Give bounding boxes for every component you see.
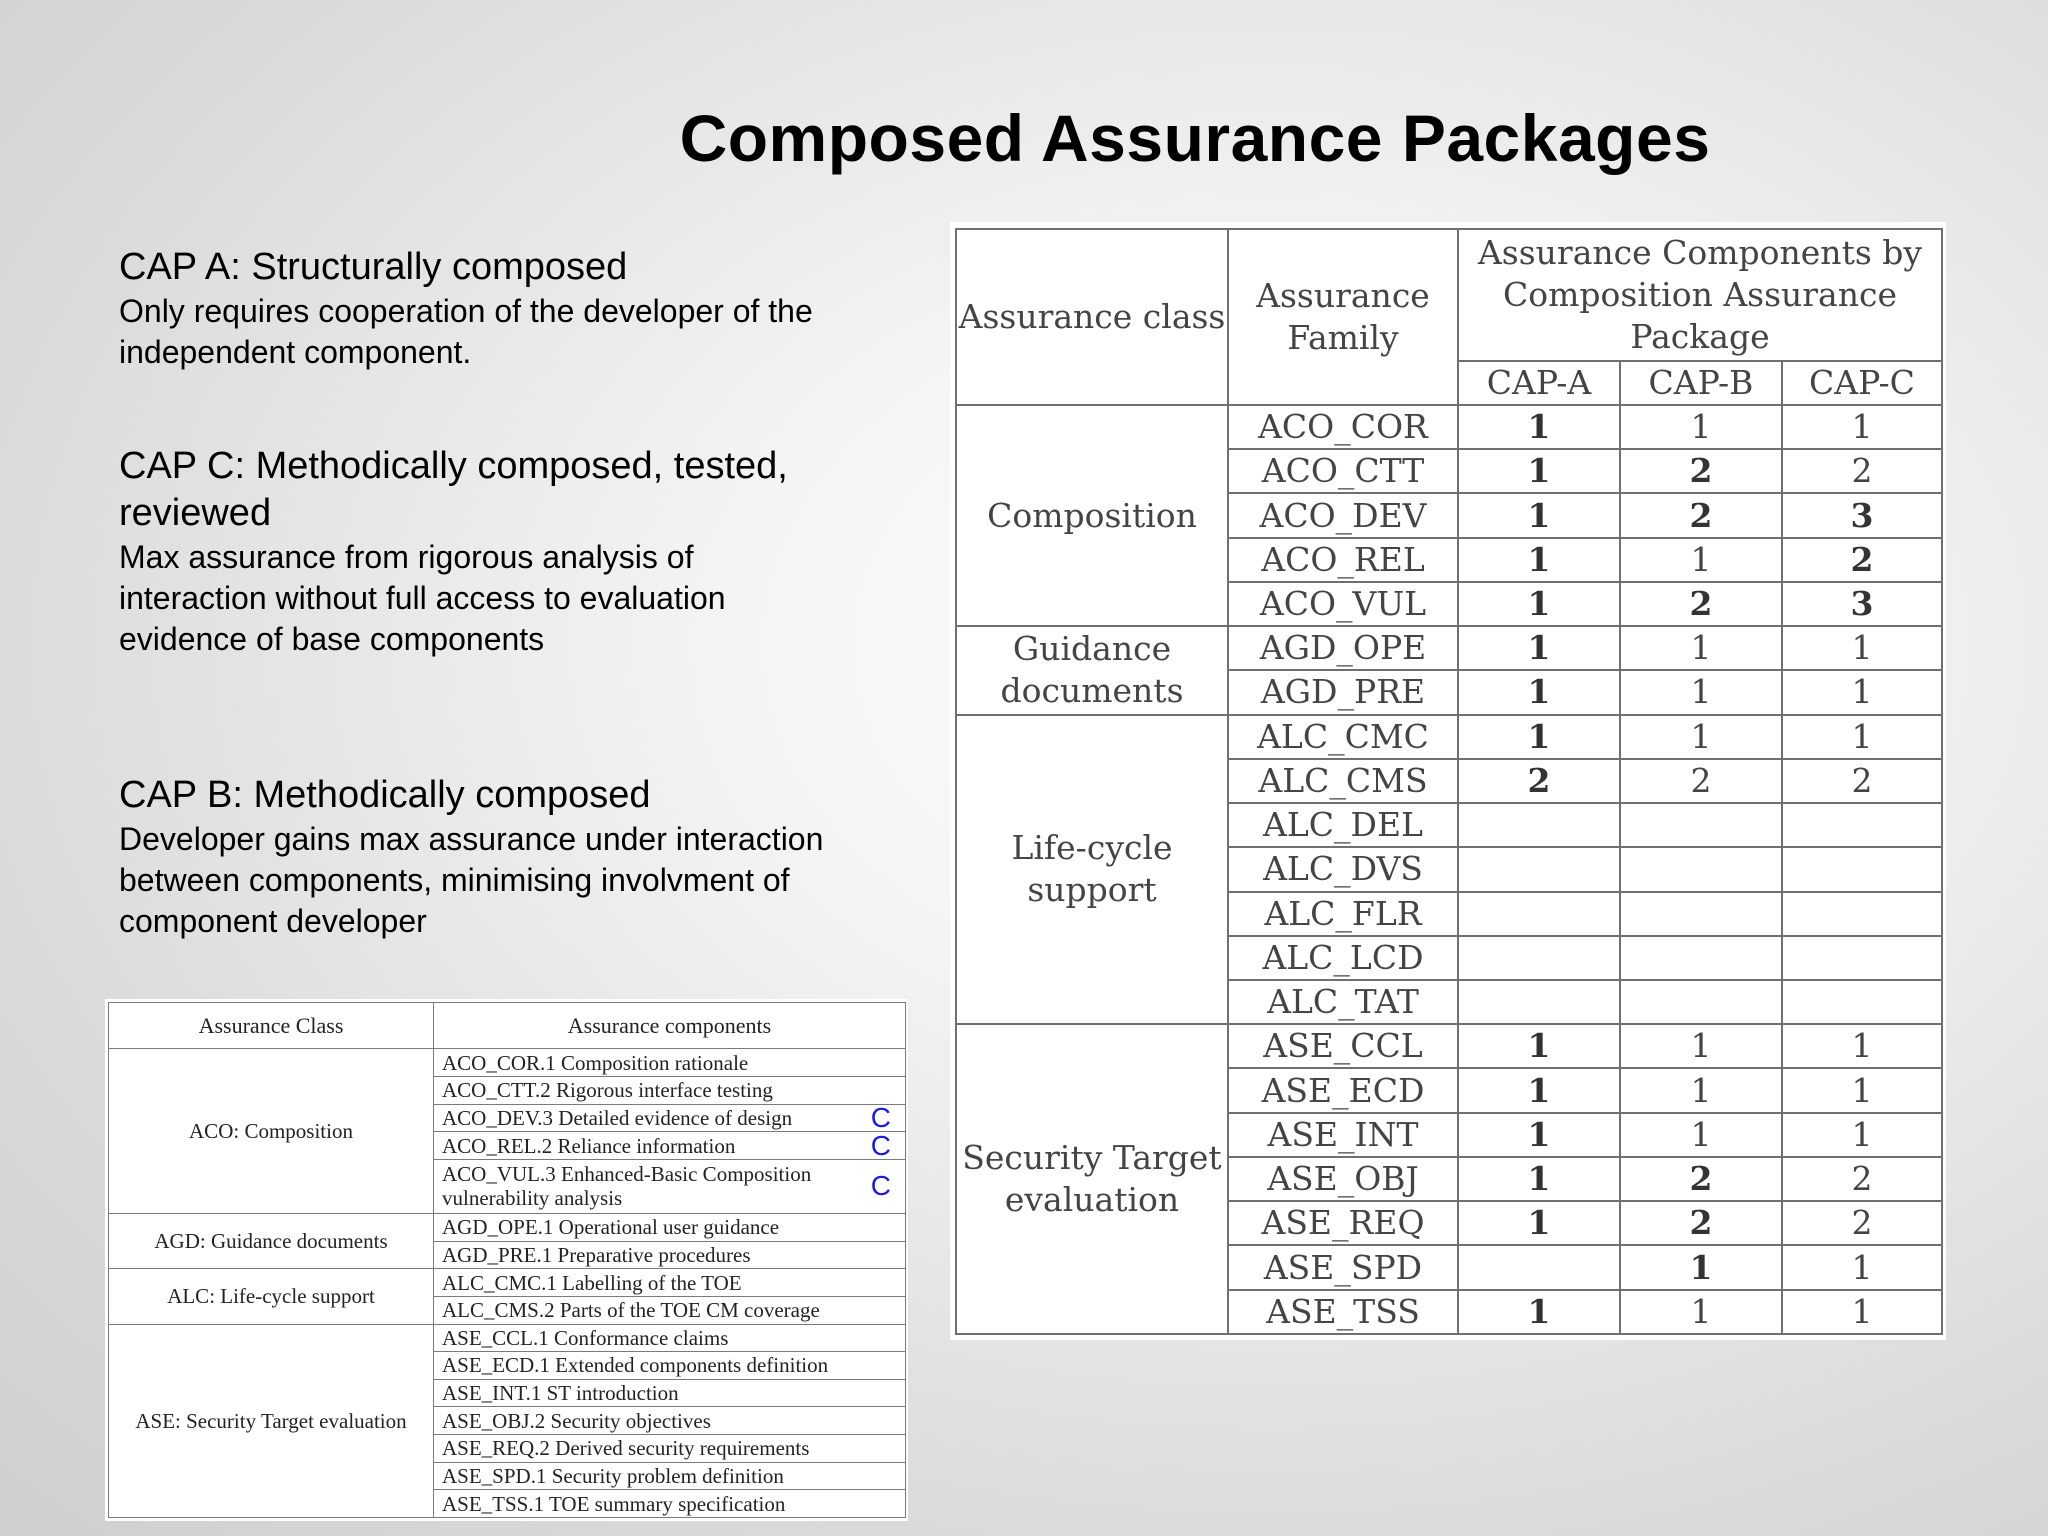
cap-b-line-1: Developer gains max assurance under interaction: [119, 821, 824, 857]
assurance-component-cell: [434, 1129, 906, 1161]
assurance-component-cell: [434, 1407, 906, 1435]
assurance-family-cell: ASE_CCL: [1228, 1024, 1458, 1068]
assurance-class-label: support: [1027, 870, 1157, 910]
cap-a-value-cell: 1: [1458, 715, 1620, 759]
cap-b-value-cell: 1: [1620, 538, 1782, 582]
assurance-class-cell: [956, 626, 1228, 714]
assurance-family-cell: ACO_DEV: [1228, 493, 1458, 537]
assurance-family-cell: ALC_LCD: [1228, 936, 1458, 980]
cap-a-value-cell: 1: [1458, 1290, 1620, 1334]
cap-c-value-cell: 1: [1782, 1245, 1942, 1289]
cap-a-block: [119, 244, 919, 373]
assurance-component-text: ACO_CTT.2 Rigorous interface testing: [442, 1078, 773, 1103]
cap-c-value-cell: 1: [1782, 626, 1942, 670]
assurance-class-label: Life-cycle: [1011, 828, 1173, 868]
cap-c-line-3: evidence of base components: [119, 621, 545, 657]
cap-a-value-cell: [1458, 1245, 1620, 1289]
assurance-component-cell: [434, 1049, 906, 1077]
cap-components-table: [955, 228, 1943, 1335]
table-row: [109, 1269, 906, 1297]
assurance-component-text: ALC_CMS.2 Parts of the TOE CM coverage: [442, 1298, 820, 1323]
cap-a-value-cell: 1: [1458, 1201, 1620, 1245]
cap-b-value-cell: [1620, 980, 1782, 1024]
assurance-class-label: Security Target: [962, 1138, 1222, 1178]
assurance-component-cell: [434, 1269, 906, 1297]
composition-mark: C: [870, 1170, 891, 1202]
cap-c-value-cell: 1: [1782, 1290, 1942, 1334]
cap-b-value-cell: 1: [1620, 670, 1782, 714]
cap-b-value-cell: 2: [1620, 493, 1782, 537]
cap-b-value-cell: 1: [1620, 1245, 1782, 1289]
slide-title: Composed Assurance Packages: [679, 101, 1711, 175]
cap-b-value-cell: 1: [1620, 405, 1782, 449]
table-row: [956, 1024, 1942, 1068]
assurance-class-cell: ASE: Security Target evaluation: [109, 1324, 434, 1517]
cap-b-value-cell: 2: [1620, 449, 1782, 493]
cap-c-value-cell: 2: [1782, 538, 1942, 582]
cap-c-value-cell: 1: [1782, 1068, 1942, 1112]
cap-a-value-cell: 1: [1458, 405, 1620, 449]
cap-c-value-cell: [1782, 847, 1942, 891]
assurance-family-cell: ACO_VUL: [1228, 582, 1458, 626]
assurance-component-text: ACO_REL.2 Reliance information: [442, 1133, 736, 1158]
cap-a-value-cell: 1: [1458, 670, 1620, 714]
assurance-class-cell: [956, 405, 1228, 626]
cap-c-value-cell: 1: [1782, 405, 1942, 449]
header-family-line-1: Assurance: [1256, 275, 1430, 315]
cap-b-value-cell: 1: [1620, 715, 1782, 759]
cap-a-value-cell: 1: [1458, 449, 1620, 493]
assurance-class-label: Composition: [987, 495, 1197, 535]
assurance-component-text: ASE_SPD.1 Security problem definition: [442, 1463, 784, 1488]
assurance-class-cell: ALC: Life-cycle support: [109, 1269, 434, 1324]
cap-b-value-cell: 2: [1620, 582, 1782, 626]
cap-c-block: [119, 443, 919, 660]
assurance-class-label: Guidance: [1012, 629, 1172, 669]
assurance-component-cell: [434, 1462, 906, 1490]
assurance-component-cell: [434, 1214, 906, 1242]
cap-b-value-cell: [1620, 892, 1782, 936]
assurance-component-text: ASE_OBJ.2 Security objectives: [442, 1408, 711, 1433]
assurance-component-text: ALC_CMC.1 Labelling of the TOE: [442, 1270, 742, 1295]
assurance-family-cell: ACO_REL: [1228, 538, 1458, 582]
cap-b-value-cell: 1: [1620, 1068, 1782, 1112]
cap-c-value-cell: 1: [1782, 715, 1942, 759]
assurance-class-cell: [956, 715, 1228, 1025]
cap-b-value-cell: [1620, 936, 1782, 980]
cap-a-value-cell: [1458, 892, 1620, 936]
cap-b-value-cell: [1620, 803, 1782, 847]
cap-c-value-cell: 3: [1782, 582, 1942, 626]
cap-a-value-cell: 1: [1458, 582, 1620, 626]
cap-b-block: [119, 772, 919, 942]
cap-c-value-cell: 1: [1782, 1113, 1942, 1157]
cap-a-value-cell: 1: [1458, 493, 1620, 537]
cap-b-value-cell: 2: [1620, 759, 1782, 803]
assurance-component-cell: [434, 1435, 906, 1463]
assurance-class-cell: [956, 1024, 1228, 1334]
header-assurance-class: Assurance class: [956, 229, 1228, 405]
assurance-family-cell: ACO_CTT: [1228, 449, 1458, 493]
cap-c-value-cell: 1: [1782, 1024, 1942, 1068]
cap-b-value-cell: 2: [1620, 1157, 1782, 1201]
assurance-component-text: ACO_VUL.3 Enhanced-Basic Composition: [442, 1162, 812, 1187]
assurance-family-cell: ASE_SPD: [1228, 1245, 1458, 1289]
cap-b-heading: CAP B: Methodically composed: [119, 774, 651, 816]
assurance-family-cell: ALC_TAT: [1228, 980, 1458, 1024]
cap-a-line-1: Only requires cooperation of the developer of the: [119, 293, 813, 329]
cap-a-value-cell: 1: [1458, 1113, 1620, 1157]
cap-a-value-cell: 1: [1458, 1068, 1620, 1112]
assurance-family-cell: ASE_TSS: [1228, 1290, 1458, 1334]
table-row: [956, 715, 1942, 759]
assurance-component-cell: [434, 1077, 906, 1105]
assurance-component-text: AGD_PRE.1 Preparative procedures: [442, 1242, 751, 1267]
cap-a-line-2: independent component.: [119, 334, 472, 370]
table-row: [956, 405, 1942, 449]
table-row: [109, 1214, 906, 1242]
cap-c-value-cell: 2: [1782, 1201, 1942, 1245]
assurance-family-cell: ASE_INT: [1228, 1113, 1458, 1157]
assurance-component-text: ASE_CCL.1 Conformance claims: [442, 1325, 729, 1350]
cap-c-heading-line-1: CAP C: Methodically composed, tested,: [119, 445, 788, 487]
assurance-component-cell: [434, 1296, 906, 1324]
assurance-component-cell: [434, 1352, 906, 1380]
cap-a-value-cell: [1458, 936, 1620, 980]
cap-a-value-cell: [1458, 980, 1620, 1024]
cap-a-value-cell: 1: [1458, 626, 1620, 670]
assurance-component-cell: [434, 1101, 906, 1133]
cap-b-value-cell: 2: [1620, 1201, 1782, 1245]
header-components-line-3: Package: [1630, 316, 1770, 356]
cap-b-value-cell: [1620, 847, 1782, 891]
cap-b-line-3: component developer: [119, 903, 427, 939]
table-row: [109, 1049, 906, 1077]
cap-c-value-cell: [1782, 980, 1942, 1024]
assurance-component-text: ACO_COR.1 Composition rationale: [442, 1050, 749, 1075]
assurance-component-text: ASE_TSS.1 TOE summary specification: [442, 1491, 786, 1516]
cap-a-value-cell: 2: [1458, 759, 1620, 803]
header-assurance-family: [1228, 229, 1458, 405]
cap-c-value-cell: [1782, 803, 1942, 847]
cap-c-value-cell: 1: [1782, 670, 1942, 714]
cap-c-heading-line-2: reviewed: [119, 492, 272, 534]
header-components-line-1: Assurance Components by: [1477, 232, 1923, 272]
assurance-component-cell: [434, 1241, 906, 1269]
assurance-family-cell: ALC_DVS: [1228, 847, 1458, 891]
cap-c-value-cell: 2: [1782, 759, 1942, 803]
cap-c-line-1: Max assurance from rigorous analysis of: [119, 539, 694, 575]
assurance-class-cell: ACO: Composition: [109, 1049, 434, 1214]
header-assurance-components: [1458, 229, 1942, 361]
assurance-class-cell: AGD: Guidance documents: [109, 1214, 434, 1269]
assurance-component-cell: [434, 1159, 906, 1213]
assurance-family-cell: ASE_REQ: [1228, 1201, 1458, 1245]
cap-components-table-panel: [950, 222, 1946, 1340]
cap-a-heading: CAP A: Structurally composed: [119, 246, 628, 288]
table-row: [956, 626, 1942, 670]
cap-c-value-cell: 3: [1782, 493, 1942, 537]
lt-header-components: Assurance components: [434, 1003, 906, 1049]
cap-b-value-cell: 1: [1620, 1290, 1782, 1334]
assurance-family-cell: AGD_PRE: [1228, 670, 1458, 714]
assurance-family-cell: ASE_OBJ: [1228, 1157, 1458, 1201]
composition-mark: C: [870, 1129, 891, 1161]
assurance-family-cell: ALC_FLR: [1228, 892, 1458, 936]
cap-a-value-cell: [1458, 847, 1620, 891]
cap-a-value-cell: 1: [1458, 538, 1620, 582]
assurance-family-cell: ALC_CMS: [1228, 759, 1458, 803]
cap-b-value-cell: 1: [1620, 626, 1782, 670]
cap-c-value-cell: [1782, 936, 1942, 980]
assurance-component-text: vulnerability analysis: [442, 1186, 623, 1211]
assurance-component-cell: [434, 1324, 906, 1352]
assurance-component-cell: [434, 1379, 906, 1407]
assurance-class-label: documents: [1000, 671, 1184, 711]
cap-a-value-cell: [1458, 803, 1620, 847]
cap-b-line-2: between components, minimising involvment of: [119, 862, 790, 898]
assurance-family-cell: ALC_CMC: [1228, 715, 1458, 759]
assurance-component-text: ACO_DEV.3 Detailed evidence of design: [442, 1105, 793, 1130]
header-cap-c: CAP-C: [1782, 361, 1942, 405]
cap-c-line-2: interaction without full access to evaluation: [119, 580, 726, 616]
cap-c-value-cell: 2: [1782, 449, 1942, 493]
cap-a-value-cell: 1: [1458, 1157, 1620, 1201]
cap-a-value-cell: 1: [1458, 1024, 1620, 1068]
header-cap-b: CAP-B: [1620, 361, 1782, 405]
cap-c-value-cell: 2: [1782, 1157, 1942, 1201]
assurance-family-cell: AGD_OPE: [1228, 626, 1458, 670]
assurance-family-cell: ALC_DEL: [1228, 803, 1458, 847]
table-row: [109, 1324, 906, 1352]
assurance-component-text: ASE_ECD.1 Extended components definition: [442, 1353, 829, 1378]
cap-b-value-cell: 1: [1620, 1113, 1782, 1157]
assurance-component-text: ASE_REQ.2 Derived security requirements: [442, 1436, 810, 1461]
header-cap-a: CAP-A: [1458, 361, 1620, 405]
header-family-line-2: Family: [1287, 317, 1399, 357]
assurance-component-text: ASE_INT.1 ST introduction: [442, 1381, 679, 1406]
cap-b-value-cell: 1: [1620, 1024, 1782, 1068]
assurance-class-label: evaluation: [1004, 1180, 1180, 1220]
assurance-component-text: AGD_OPE.1 Operational user guidance: [442, 1215, 780, 1240]
cap-c-value-cell: [1782, 892, 1942, 936]
assurance-family-cell: ASE_ECD: [1228, 1068, 1458, 1112]
assurance-components-table-panel: [105, 999, 908, 1521]
header-components-line-2: Composition Assurance: [1503, 274, 1897, 314]
assurance-components-table: [108, 1002, 906, 1518]
lt-header-class: Assurance Class: [109, 1003, 434, 1049]
assurance-component-cell: [434, 1490, 906, 1518]
composition-mark: C: [870, 1101, 891, 1133]
assurance-family-cell: ACO_COR: [1228, 405, 1458, 449]
